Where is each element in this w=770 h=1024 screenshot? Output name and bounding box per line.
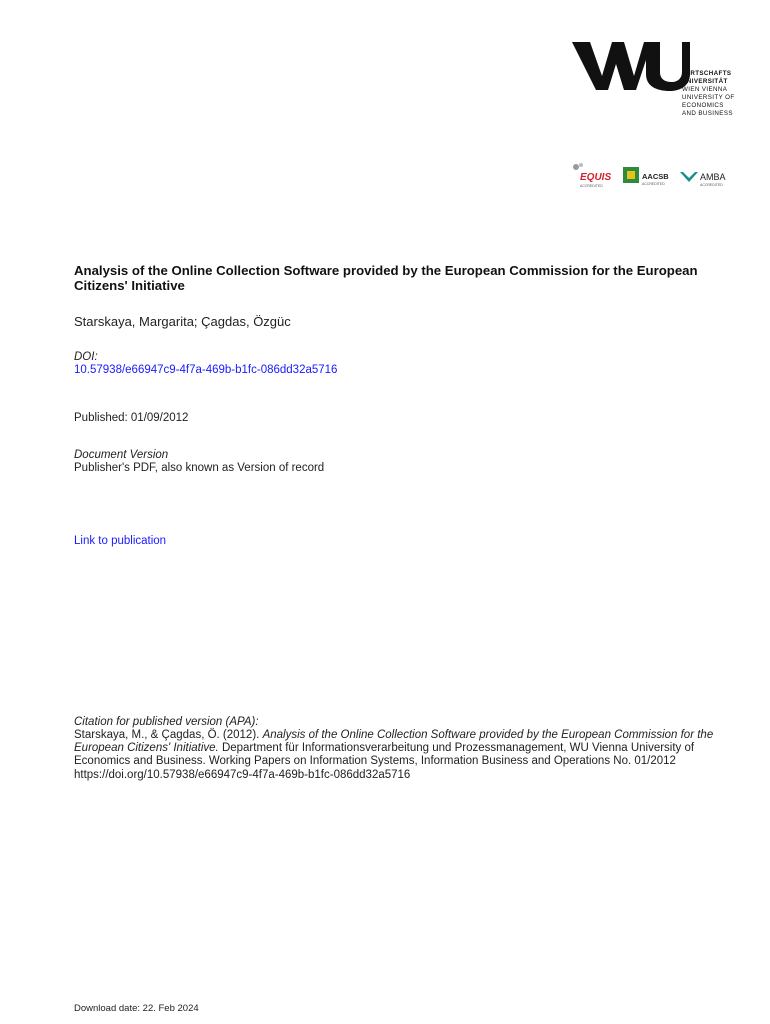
wu-logo-line-2: UNIVERSITÄT: [682, 78, 728, 85]
equis-badge: [570, 160, 618, 190]
wu-logo-line-4: UNIVERSITY OF: [682, 94, 735, 101]
download-date: Download date: 22. Feb 2024: [74, 1003, 199, 1014]
doi-label: DOI:: [74, 351, 98, 363]
wu-logo-text: [682, 70, 762, 118]
citation-label: Citation for published version (APA):: [74, 716, 259, 728]
wu-logo: [572, 40, 692, 92]
svg-text:ACCREDITED: ACCREDITED: [580, 184, 603, 188]
wu-logo-line-1: WIRTSCHAFTS: [682, 70, 732, 77]
aacsb-badge: [622, 160, 676, 190]
wu-logo-w-shape: [572, 42, 652, 90]
svg-text:ACCREDITED: ACCREDITED: [700, 183, 723, 187]
doi-link[interactable]: 10.57938/e66947c9-4f7a-469b-b1fc-086dd32a5716: [74, 364, 338, 376]
citation-authors: Starskaya, M., & Çagdas, Ö. (2012).: [74, 729, 263, 741]
aacsb-logo-icon: [622, 160, 676, 190]
svg-text:AMBA: AMBA: [700, 172, 726, 182]
equis-logo-icon: [570, 160, 618, 190]
svg-text:ACCREDITED: ACCREDITED: [642, 182, 665, 186]
citation-text: [74, 729, 724, 782]
document-version-label: Document Version: [74, 449, 169, 461]
svg-text:AACSB: AACSB: [642, 172, 669, 181]
wu-logo-line-6: AND BUSINESS: [682, 110, 733, 117]
amba-badge: [679, 160, 737, 190]
svg-text:EQUIS: EQUIS: [580, 172, 612, 183]
authors: Starskaya, Margarita; Çagdas, Özgüc: [74, 314, 291, 329]
amba-logo-icon: [679, 160, 737, 190]
paper-title: Analysis of the Online Collection Software provided by the European Commission for the European Citizens' Initiative: [74, 263, 698, 293]
published-date: Published: 01/09/2012: [74, 412, 189, 424]
citation-details: Department für Informationsverarbeitung und Prozessmanagement, WU Vienna University of Economics and Business. Working Papers on Information Systems, Information Business and Operations No. 01/2012 https://doi.org/10.57938/e66947c9-4f7a-469b-b1fc-086dd32a5716: [74, 742, 695, 781]
wu-logo-line-3: WIEN VIENNA: [682, 86, 728, 93]
link-to-publication[interactable]: Link to publication: [74, 535, 167, 547]
wu-logo-line-5: ECONOMICS: [682, 102, 724, 109]
document-version-value: Publisher's PDF, also known as Version of record: [74, 462, 325, 474]
citation-title: Analysis of the Online Collection Software provided by the European Commission for the European Citizens' Initiative.: [74, 729, 714, 755]
